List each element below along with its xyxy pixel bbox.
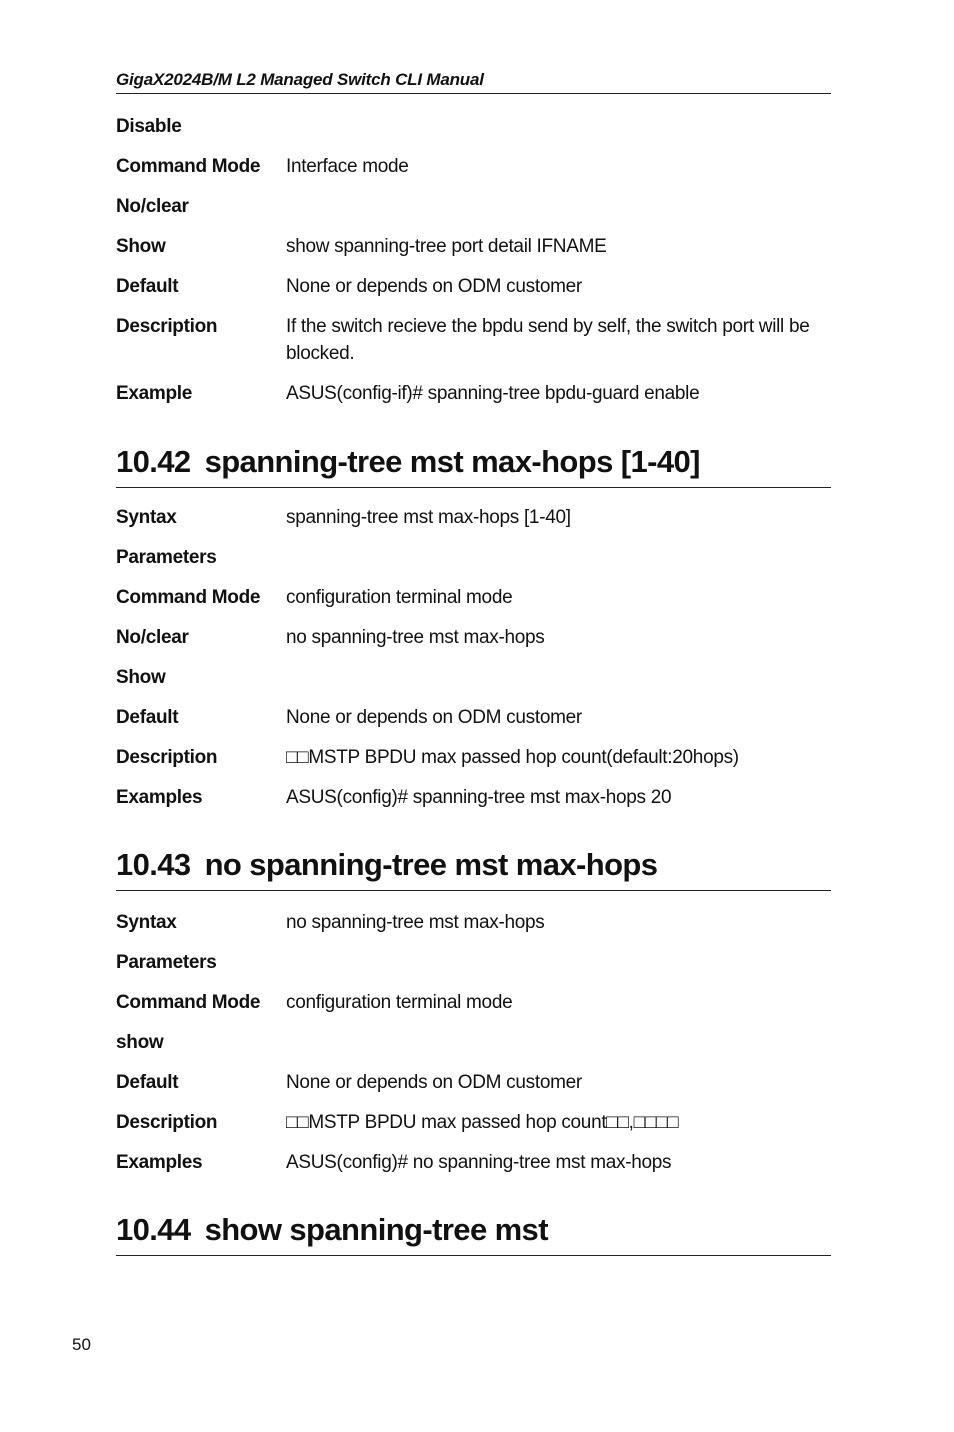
section-heading — [116, 846, 831, 891]
table-row — [116, 704, 831, 731]
table-row — [116, 273, 831, 300]
section-title: no spanning-tree mst max-hops — [204, 847, 658, 882]
table-row — [116, 153, 831, 180]
table-row — [116, 233, 831, 260]
row-value: configuration terminal mode — [286, 992, 513, 1013]
table-row — [116, 624, 831, 651]
row-value: □□MSTP BPDU max passed hop count□□,□□□□ — [286, 1112, 679, 1133]
row-value: None or depends on ODM customer — [286, 707, 582, 728]
row-label: No/clear — [116, 196, 189, 217]
row-value: ASUS(config)# no spanning-tree mst max-hops — [286, 1152, 672, 1173]
row-value: □□MSTP BPDU max passed hop count(default:20hops) — [286, 747, 739, 768]
row-value — [286, 664, 831, 691]
table-row — [116, 989, 831, 1016]
section-number: 10.44 — [116, 1212, 191, 1247]
table-row — [116, 744, 831, 771]
row-label: Default — [116, 276, 179, 297]
table-row — [116, 909, 831, 936]
row-label: Disable — [116, 116, 182, 137]
table-row — [116, 664, 831, 691]
section-heading — [116, 1211, 831, 1256]
table-row — [116, 504, 831, 531]
row-label: Default — [116, 1072, 179, 1093]
page-number: 50 — [72, 1335, 91, 1354]
table-row — [116, 1069, 831, 1096]
row-label: Syntax — [116, 507, 177, 528]
command-table — [116, 909, 831, 1189]
table-row — [116, 193, 831, 220]
row-label: Command Mode — [116, 156, 261, 177]
row-label: Examples — [116, 1152, 203, 1173]
table-row — [116, 1149, 831, 1176]
row-label: Description — [116, 316, 218, 337]
table-row — [116, 784, 831, 811]
row-value: show spanning-tree port detail IFNAME — [286, 236, 607, 257]
row-value: ASUS(config-if)# spanning-tree bpdu-guard enable — [286, 383, 700, 404]
row-value — [286, 949, 831, 976]
section-heading — [116, 443, 831, 488]
table-row — [116, 113, 831, 140]
row-value — [286, 1029, 831, 1056]
row-value: If the switch recieve the bpdu send by self, the switch port will be blocked. — [286, 316, 810, 364]
row-label: Parameters — [116, 547, 217, 568]
row-label: Command Mode — [116, 587, 261, 608]
table-row — [116, 380, 831, 407]
row-value: ASUS(config)# spanning-tree mst max-hops 20 — [286, 787, 672, 808]
row-label: Example — [116, 383, 193, 404]
section-title: show spanning-tree mst — [204, 1212, 548, 1247]
row-value: spanning-tree mst max-hops [1-40] — [286, 507, 571, 528]
row-value: None or depends on ODM customer — [286, 276, 582, 297]
row-label: Show — [116, 236, 166, 257]
section-number: 10.43 — [116, 847, 191, 882]
command-table-continued — [116, 113, 831, 420]
row-value: Interface mode — [286, 156, 409, 177]
row-label: Description — [116, 747, 218, 768]
row-value — [286, 113, 831, 140]
table-row — [116, 949, 831, 976]
row-label: Description — [116, 1112, 218, 1133]
table-row — [116, 313, 831, 367]
row-value: no spanning-tree mst max-hops — [286, 912, 545, 933]
table-row — [116, 584, 831, 611]
running-header: GigaX2024B/M L2 Managed Switch CLI Manual — [116, 70, 831, 94]
row-label: Command Mode — [116, 992, 261, 1013]
row-label: Parameters — [116, 952, 217, 973]
row-value: configuration terminal mode — [286, 587, 513, 608]
row-value: no spanning-tree mst max-hops — [286, 627, 545, 648]
row-label: Show — [116, 667, 166, 688]
row-value — [286, 193, 831, 220]
row-label: Syntax — [116, 912, 177, 933]
section-number: 10.42 — [116, 444, 191, 479]
row-label: show — [116, 1032, 164, 1053]
row-label: Examples — [116, 787, 203, 808]
table-row — [116, 1109, 831, 1136]
row-label: No/clear — [116, 627, 189, 648]
command-table — [116, 504, 831, 824]
row-value — [286, 544, 831, 571]
row-label: Default — [116, 707, 179, 728]
section-title: spanning-tree mst max-hops [1-40] — [204, 444, 700, 479]
row-value: None or depends on ODM customer — [286, 1072, 582, 1093]
table-row — [116, 1029, 831, 1056]
table-row — [116, 544, 831, 571]
